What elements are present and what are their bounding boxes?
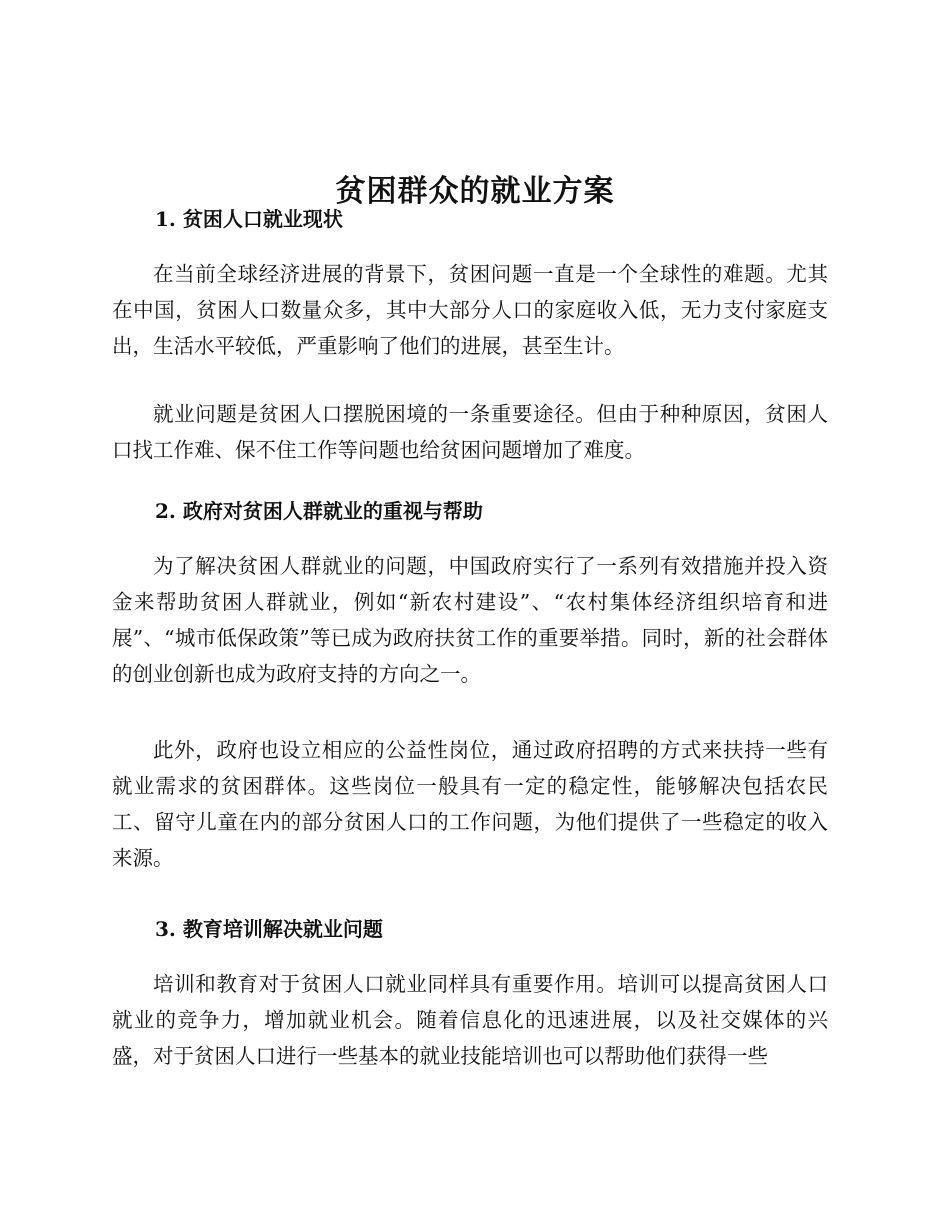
section-2-heading: 2. 政府对贫困人群就业的重视与帮助 — [155, 499, 483, 523]
section-1-paragraph-1: 在当前全球经济进展的背景下，贫困问题一直是一个全球性的难题。尤其在中国，贫困人口数量众多，其中大部分人口的家庭收入低，无力支付家庭支出，生活水平较低，严重影响了他们的进展，甚至生计。 — [112, 262, 828, 358]
section-1-heading: 1. 贫困人口就业现状 — [155, 207, 343, 231]
document-title: 贫困群众的就业方案 — [335, 174, 615, 210]
section-2-paragraph-2: 此外，政府也设立相应的公益性岗位，通过政府招聘的方式来扶持一些有就业需求的贫困群体。这些岗位一般具有一定的稳定性，能够解决包括农民工、留守儿童在内的部分贫困人口的工作问题，为他们提供了一些稳定的收入来源。 — [112, 738, 828, 870]
section-3-heading: 3. 教育培训解决就业问题 — [155, 917, 383, 941]
section-2-paragraph-1: 为了解决贫困人群就业的问题，中国政府实行了一系列有效措施并投入资金来帮助贫困人群就业，例如“新农村建设”、“农村集体经济组织培育和进展”、“城市低保政策”等已成为政府扶贫工作的重要举措。同时，新的社会群体的创业创新也成为政府支持的方向之一。 — [112, 554, 828, 686]
section-1-paragraph-2: 就业问题是贫困人口摆脱困境的一条重要途径。但由于种种原因，贫困人口找工作难、保不住工作等问题也给贫困问题增加了难度。 — [112, 402, 828, 462]
section-3-paragraph-1: 培训和教育对于贫困人口就业同样具有重要作用。培训可以提高贫困人口就业的竞争力，增加就业机会。随着信息化的迅速进展，以及社交媒体的兴盛，对于贫困人口进行一些基本的就业技能培训也可以帮助他们获得一些 — [112, 972, 828, 1068]
